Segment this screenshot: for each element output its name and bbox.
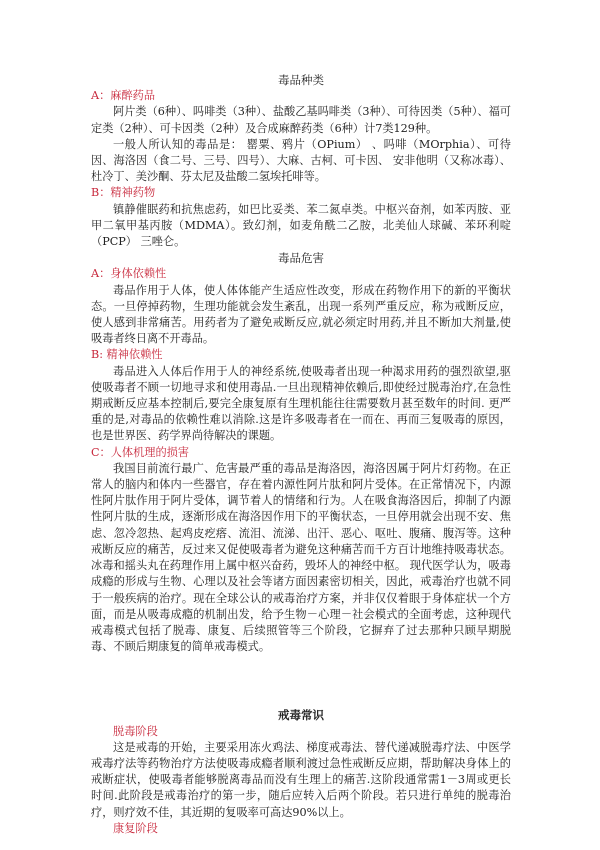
- heading-narcotics: A：麻醉药品: [91, 89, 156, 103]
- section-title-drug-harm: 毒品危害: [278, 251, 324, 266]
- paragraph: 毒品进入人体后作用于人的神经系统,使吸毒者出现一种渴求用药的强烈欲望,驱使吸毒者不顾一切地寻求和使用毒品.一旦出现精神依赖后,即使经过脱毒治疗,在急性期戒断反应基本控制后,要完全康复原有生理机能往往需要数月甚至数年的时间. 更严重的是,对毒品的依赖性难以消除.这是许多吸毒者在一而在、再而三复吸毒的原因，也是世界医、药学界尚待解决的课题。: [91, 364, 511, 443]
- paragraph: 阿片类（6种）、吗啡类（3种）、盐酸乙基吗啡类（3种）、可待因类（5种）、福可定类（2种）、可卡因类（2种）及合成麻醉药类（6种）计7类129种。: [91, 105, 511, 135]
- document-page: [91, 72, 511, 837]
- section-title-drug-types: 毒品种类: [278, 73, 324, 87]
- section-title-rehab-knowledge: 戒毒常识: [278, 708, 324, 723]
- heading-recovery-stage: 康复阶段: [113, 821, 158, 835]
- paragraph: 镇静催眠药和抗焦虑药，如巴比妥类、苯二氮卓类。中枢兴奋剂，如苯丙胺、亚甲二氧甲基丙胺（MDMA）。致幻剂，如麦角酰二乙胺，北美仙人球碱、苯环利啶（PCP） 三唑仑。: [91, 202, 511, 249]
- heading-body-damage: C：人体机理的损害: [91, 445, 190, 459]
- heading-physical-dependence: A：身体依赖性: [91, 267, 167, 281]
- paragraph: 一般人所认知的毒品是： 罂粟、鸦片（OPium） 、吗啡（MOrphia）、可待因、海洛因（食二号、三号、四号）、大麻、古柯、可卡因、 安非他明（又称冰毒）、杜冷丁、美沙酮、芬太尼及盐酸二氢埃托啡等。: [91, 137, 511, 184]
- heading-psychotropics: B：精神药物: [91, 186, 156, 200]
- heading-detox-stage: 脱毒阶段: [113, 724, 158, 738]
- paragraph: 这是戒毒的开始，主要采用冻火鸡法、梯度戒毒法、替代递减脱毒疗法、中医学戒毒疗法等药物治疗方法使吸毒成瘾者顺利渡过急性戒断反应期，帮助解决身体上的戒断症状，使吸毒者能够脱离毒品而没有生理上的痛苦.这阶段通常需1－3周或更长时间.此阶段是戒毒治疗的第一步，随后应转入后两个阶段。若只进行单纯的脱毒治疗，则疗效不佳，其近期的复吸率可高达90%以上。: [91, 740, 511, 819]
- heading-mental-dependence: B: 精神依赖性: [91, 348, 163, 362]
- paragraph: 我国目前流行最广、危害最严重的毒品是海洛因，海洛因属于阿片灯药物。在正常人的脑内和体内一些器官，存在着内源性阿片肽和阿片受体。在正常情况下，内源性阿片肽作用于阿片受体，调节着人的情绪和行为。人在吸食海洛因后，抑制了内源性阿片肽的生成，逐渐形成在海洛因作用下的平衡状态，一旦停用就会出现不安、焦虑、忽冷忽热、起鸡皮疙瘩、流泪、流涕、出汗、恶心、呕吐、腹痛、腹泻等。这种戒断反应的痛苦，反过来又促使吸毒者为避免这种痛苦而千方百计地维持吸毒状态。冰毒和摇头丸在药理作用上属中枢兴奋药，毁坏人的神经中枢。 现代医学认为，吸毒成瘾的形成与生物、心理以及社会等诸方面因素密切相关，因此，戒毒治疗也就不同于一般疾病的治疗。现在全球公认的戒毒治疗方案，并非仅仅着眼于身体症状一个方面，而是从吸毒成瘾的机制出发，给予生物－心理－社会模式的全面考虑，这种现代戒毒模式包括了脱毒、康复、后续照管等三个阶段，它摒弃了过去那种只顾早期脱毒、不顾后期康复的简单戒毒模式。: [91, 461, 511, 654]
- paragraph: 毒品作用于人体，使人体体能产生适应性改变，形成在药物作用下的新的平衡状态。一旦停掉药物，生理功能就会发生紊乱，出现一系列严重反应，称为戒断反应，使人感到非常痛苦。用药者为了避免戒断反应,就必须定时用药,并且不断加大剂量,使吸毒者终日离不开毒品。: [91, 283, 511, 346]
